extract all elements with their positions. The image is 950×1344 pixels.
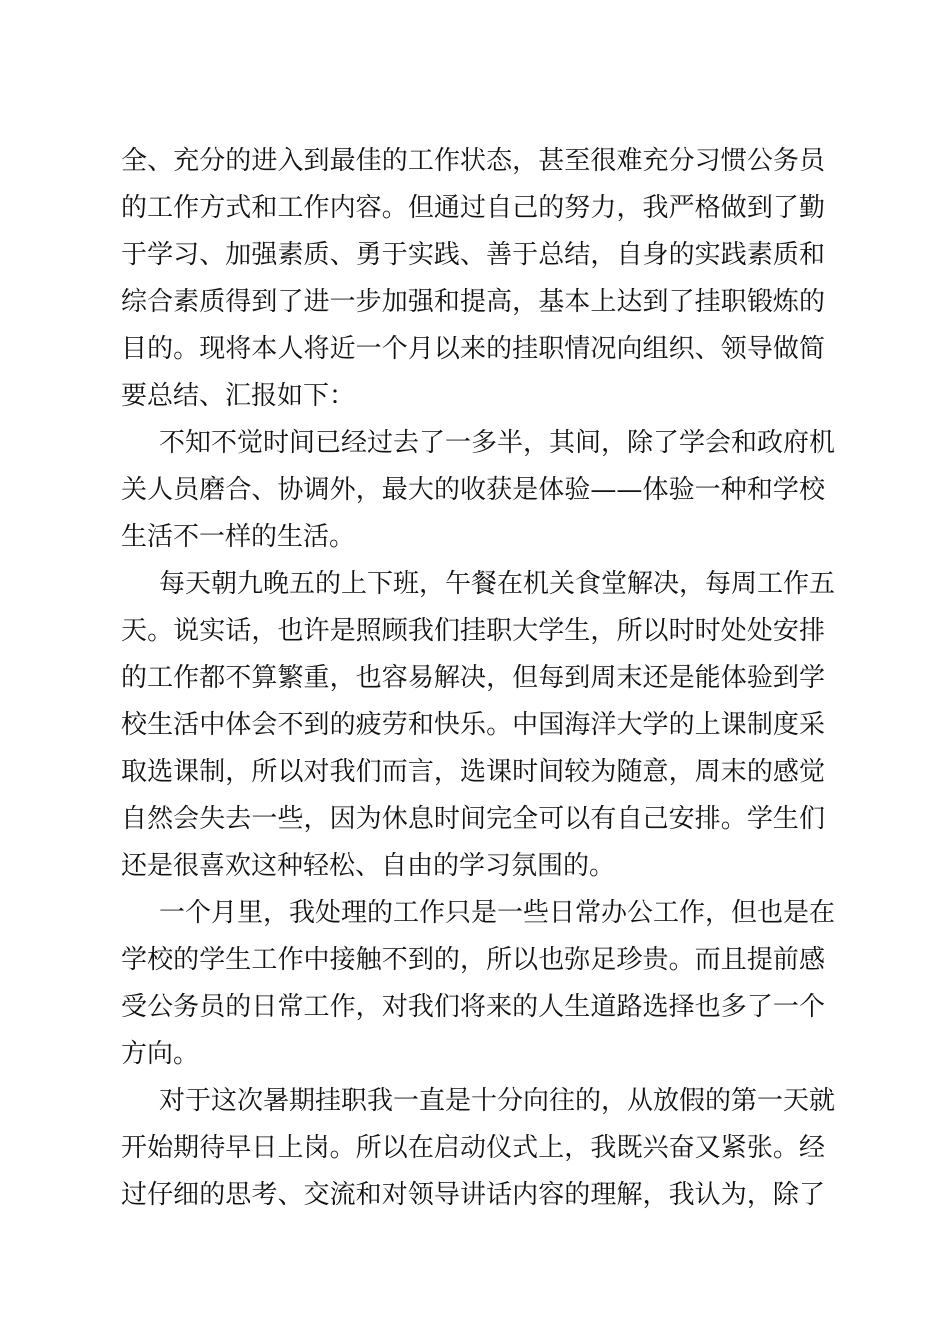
- text-line: 生活不一样的生活。: [121, 522, 356, 552]
- text-line: 关人员磨合、协调外，最大的收获是体验——体验一种和学校: [121, 475, 825, 505]
- text-line: 全、充分的进入到最佳的工作状态，甚至很难充分习惯公务员: [121, 146, 825, 176]
- text-line: 自然会失去一些，因为休息时间完全可以有自己安排。学生们: [121, 804, 825, 834]
- text-line: 于学习、加强素质、勇于实践、善于总结，自身的实践素质和: [121, 240, 825, 270]
- paragraph: [121, 561, 836, 890]
- text-line: 对于这次暑期挂职我一直是十分向往的，从放假的第一天就: [159, 1086, 836, 1116]
- text-line: 天。说实话，也许是照顾我们挂职大学生，所以时时处处安排: [121, 616, 825, 646]
- text-line: 过仔细的思考、交流和对领导讲话内容的理解，我认为，除了: [121, 1180, 825, 1210]
- text-line: 目的。现将本人将近一个月以来的挂职情况向组织、领导做简: [121, 334, 825, 364]
- text-line: 综合素质得到了进一步加强和提高，基本上达到了挂职锻炼的: [121, 287, 825, 317]
- document-body: [121, 138, 836, 1219]
- text-line: 方向。: [121, 1039, 200, 1069]
- text-line: 要总结、汇报如下：: [121, 381, 356, 411]
- text-line: 取选课制，所以对我们而言，选课时间较为随意，周末的感觉: [121, 757, 825, 787]
- paragraph: [121, 138, 825, 420]
- text-line: 不知不觉时间已经过去了一多半，其间，除了学会和政府机: [159, 428, 836, 458]
- text-line: 还是很喜欢这种轻松、自由的学习氛围的。: [121, 851, 616, 881]
- text-line: 开始期待早日上岗。所以在启动仪式上，我既兴奋又紧张。经: [121, 1133, 825, 1163]
- text-line: 每天朝九晚五的上下班，午餐在机关食堂解决，每周工作五: [159, 569, 836, 599]
- text-line: 一个月里，我处理的工作只是一些日常办公工作，但也是在: [159, 898, 836, 928]
- paragraph: [121, 890, 836, 1078]
- paragraph: [121, 1078, 836, 1219]
- paragraph: [121, 420, 836, 561]
- text-line: 的工作方式和工作内容。但通过自己的努力，我严格做到了勤: [121, 193, 825, 223]
- text-line: 学校的学生工作中接触不到的，所以也弥足珍贵。而且提前感: [121, 945, 825, 975]
- text-line: 的工作都不算繁重，也容易解决，但每到周末还是能体验到学: [121, 663, 825, 693]
- text-line: 校生活中体会不到的疲劳和快乐。中国海洋大学的上课制度采: [121, 710, 825, 740]
- text-line: 受公务员的日常工作，对我们将来的人生道路选择也多了一个: [121, 992, 825, 1022]
